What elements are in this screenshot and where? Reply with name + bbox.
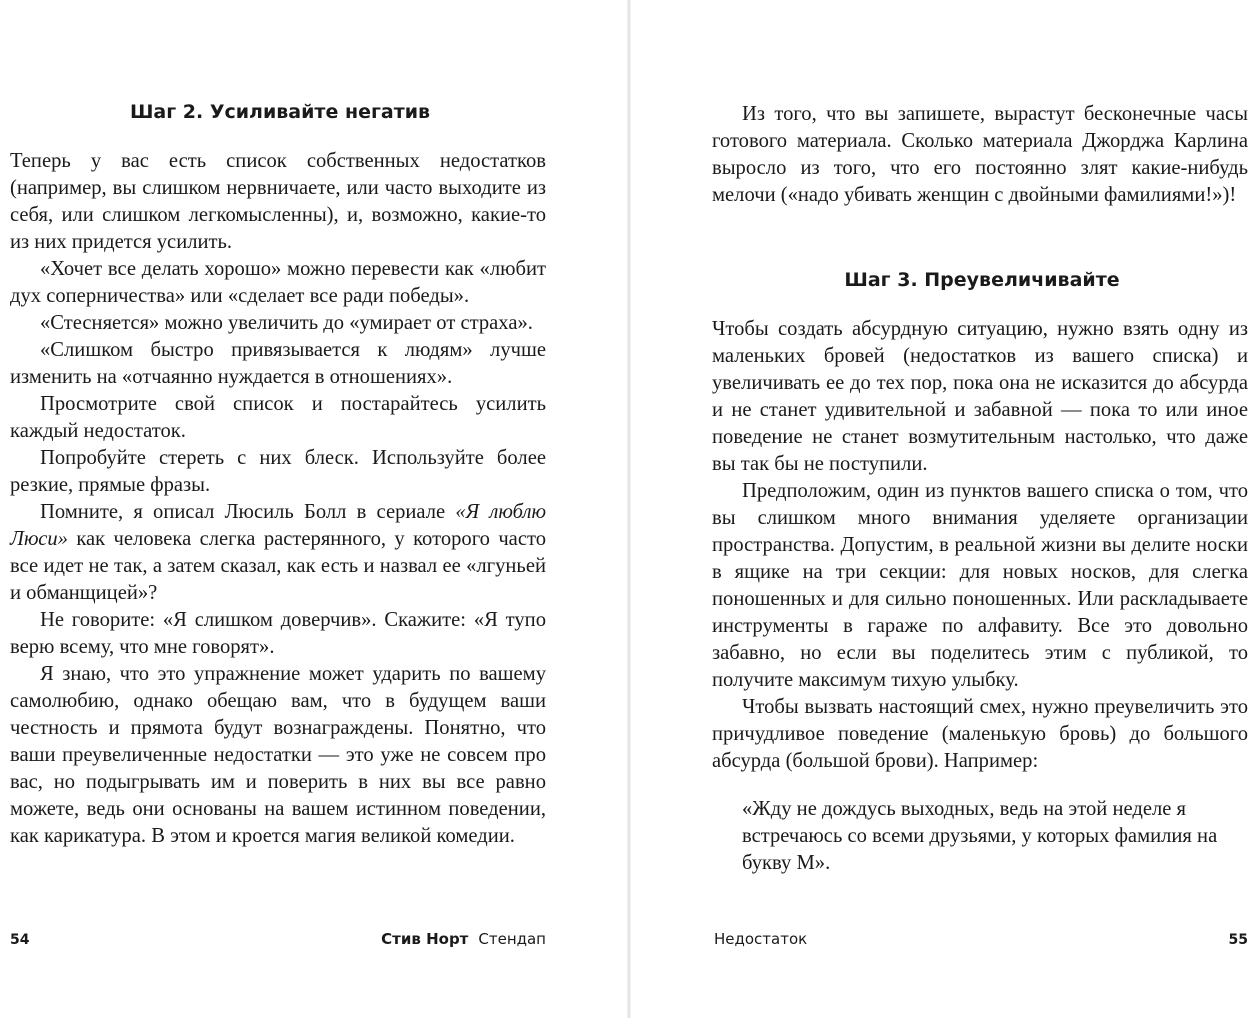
paragraph: «Слишком быстро привязывается к людям» лучше изменить на «отчаянно нуждается в отношениях». [10, 339, 546, 388]
paragraph: Не говорите: «Я слишком доверчив». Скажите: «Я тупо верю всему, что мне говорят». [10, 609, 546, 658]
paragraph: Попробуйте стереть с них блеск. Используйте более резкие, прямые фразы. [10, 447, 546, 496]
paragraph: Предположим, один из пунктов вашего списка о том, что вы слишком много внимания уделяете организации пространства. Допустим, в реальной жизни вы делите носки в ящике на три секции: для новых носков, для слегка поношенных и для сильно поношенных. Или раскладываете инструменты в гараже по алфавиту. Все это довольно забавно, но если вы поделитесь этим с публикой, то получите максимум тихую улыбку. [712, 480, 1248, 691]
quote-text: «Жду не дождусь выходных, ведь на этой неделе я встречаюсь со всеми друзьями, у которых фамилия на букву М». [742, 798, 1218, 874]
paragraph: «Стесняется» можно увеличить до «умирает от страха». [40, 312, 533, 334]
paragraph-text: как человека слегка растерянного, у которого часто все идет не так, а затем сказал, как есть и назвал ее «лгуньей и обманщицей»? [10, 528, 546, 604]
right-page-body [712, 316, 1248, 775]
section-heading-step-2: Шаг 2. Усиливайте негатив [129, 101, 431, 123]
left-page-footer [10, 930, 550, 950]
left-page [10, 0, 550, 1018]
paragraph-text: Помните, я описал Люсиль Болл в сериале [40, 501, 456, 523]
running-title: Недостаток [714, 930, 808, 948]
example-quote [742, 796, 1222, 877]
series-title: «Я люблю Люси» [10, 501, 546, 550]
page-number: 54 [10, 932, 30, 948]
right-page [712, 0, 1252, 1018]
right-page-footer [712, 930, 1252, 950]
book-gutter [627, 0, 631, 1018]
right-page-intro [712, 101, 1248, 209]
section-heading-step-3: Шаг 3. Преувеличивайте [844, 269, 1120, 291]
paragraph: Чтобы создать абсурдную ситуацию, нужно взять одну из маленьких бровей (недостатков из вашего списка) и увеличивать ее до тех пор, пока она не исказится до абсурда и не станет удивительной и забавной — пока то или иное поведение не станет возмутительным настолько, что даже вы так бы не поступили. [712, 318, 1248, 475]
running-author: Стив Норт [381, 930, 469, 948]
paragraph: Чтобы вызвать настоящий смех, нужно преувеличить это причудливое поведение (маленькую бровь) до большого абсурда (большой брови). Например: [712, 696, 1248, 772]
paragraph: Теперь у вас есть список собственных недостатков (например, вы слишком нервничаете, или часто выходите из себя, или слишком легкомысленны), и, возможно, какие-то из них придется усилить. [10, 150, 546, 253]
paragraph-lucy [10, 499, 546, 607]
running-header [381, 930, 546, 948]
page-number: 55 [1228, 932, 1248, 948]
paragraph: Я знаю, что это упражнение может ударить по вашему самолюбию, однако обещаю вам, что в будущем ваши честность и прямота будут вознаграждены. Понятно, что ваши преувеличенные недостатки — это уже не совсем про вас, но подыгрывать им и поверить в них вы все равно можете, ведь они основаны на вашем истинном поведении, как карикатура. В этом и кроется магия великой комедии. [10, 663, 546, 847]
paragraph: «Хочет все делать хорошо» можно перевести как «любит дух соперничества» или «сделает все ради победы». [10, 258, 546, 307]
running-title: Стендап [478, 930, 546, 948]
paragraph: Просмотрите свой список и постарайтесь усилить каждый недостаток. [10, 393, 546, 442]
left-page-body [10, 148, 546, 850]
paragraph: Из того, что вы запишете, вырастут бесконечные часы готового материала. Сколько материала Джорджа Карлина выросло из того, что его постоянно злят какие-нибудь мелочи («надо убивать женщин с двойными фамилиями!»)! [712, 103, 1248, 206]
